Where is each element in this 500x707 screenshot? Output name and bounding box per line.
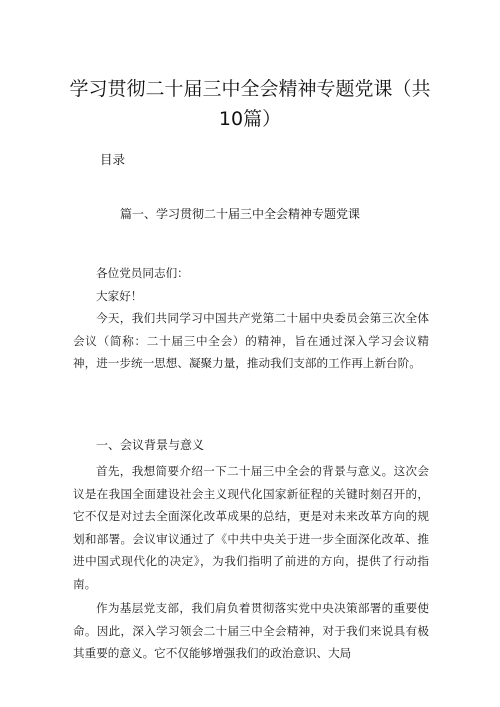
body-paragraph: 作为基层党支部，我们肩负着贯彻落实党中央决策部署的重要使命。因此，深入学习领会二十届三中全会精神，对于我们来说具有极其重要的意义。它不仅能够增强我们的政治意识、大局: [73, 601, 429, 660]
intro-paragraph: 今天，我们共同学习中国共产党第二十届中央委员会第三次全体会议（简称：二十届三中全会）的精神，旨在通过深入学习会议精神，进一步统一思想、凝聚力量，推动我们支部的工作再上新台阶。: [73, 311, 429, 370]
document-title: 学习贯彻二十届三中全会精神专题党课（共10篇）: [69, 78, 431, 130]
body-paragraph: 首先，我想简要介绍一下二十届三中全会的背景与意义。这次会议是在我国全面建设社会主义现代化国家新征程的关键时刻召开的，它不仅是对过去全面深化改革成果的总结，更是对未来改革方向的规划和部署。会议审议通过了《中共中央关于进一步全面深化改革、推进中国式现代化的决定》，为我们指明了前进的方向，提供了行动指南。: [73, 464, 429, 591]
salutation: 各位党员同志们：: [96, 266, 189, 280]
chapter-heading: 篇一、学习贯彻二十届三中全会精神专题党课: [120, 207, 361, 221]
greeting: 大家好！: [96, 289, 143, 303]
toc-heading: 目录: [100, 152, 126, 167]
section-heading: 一、会议背景与意义: [96, 438, 205, 452]
